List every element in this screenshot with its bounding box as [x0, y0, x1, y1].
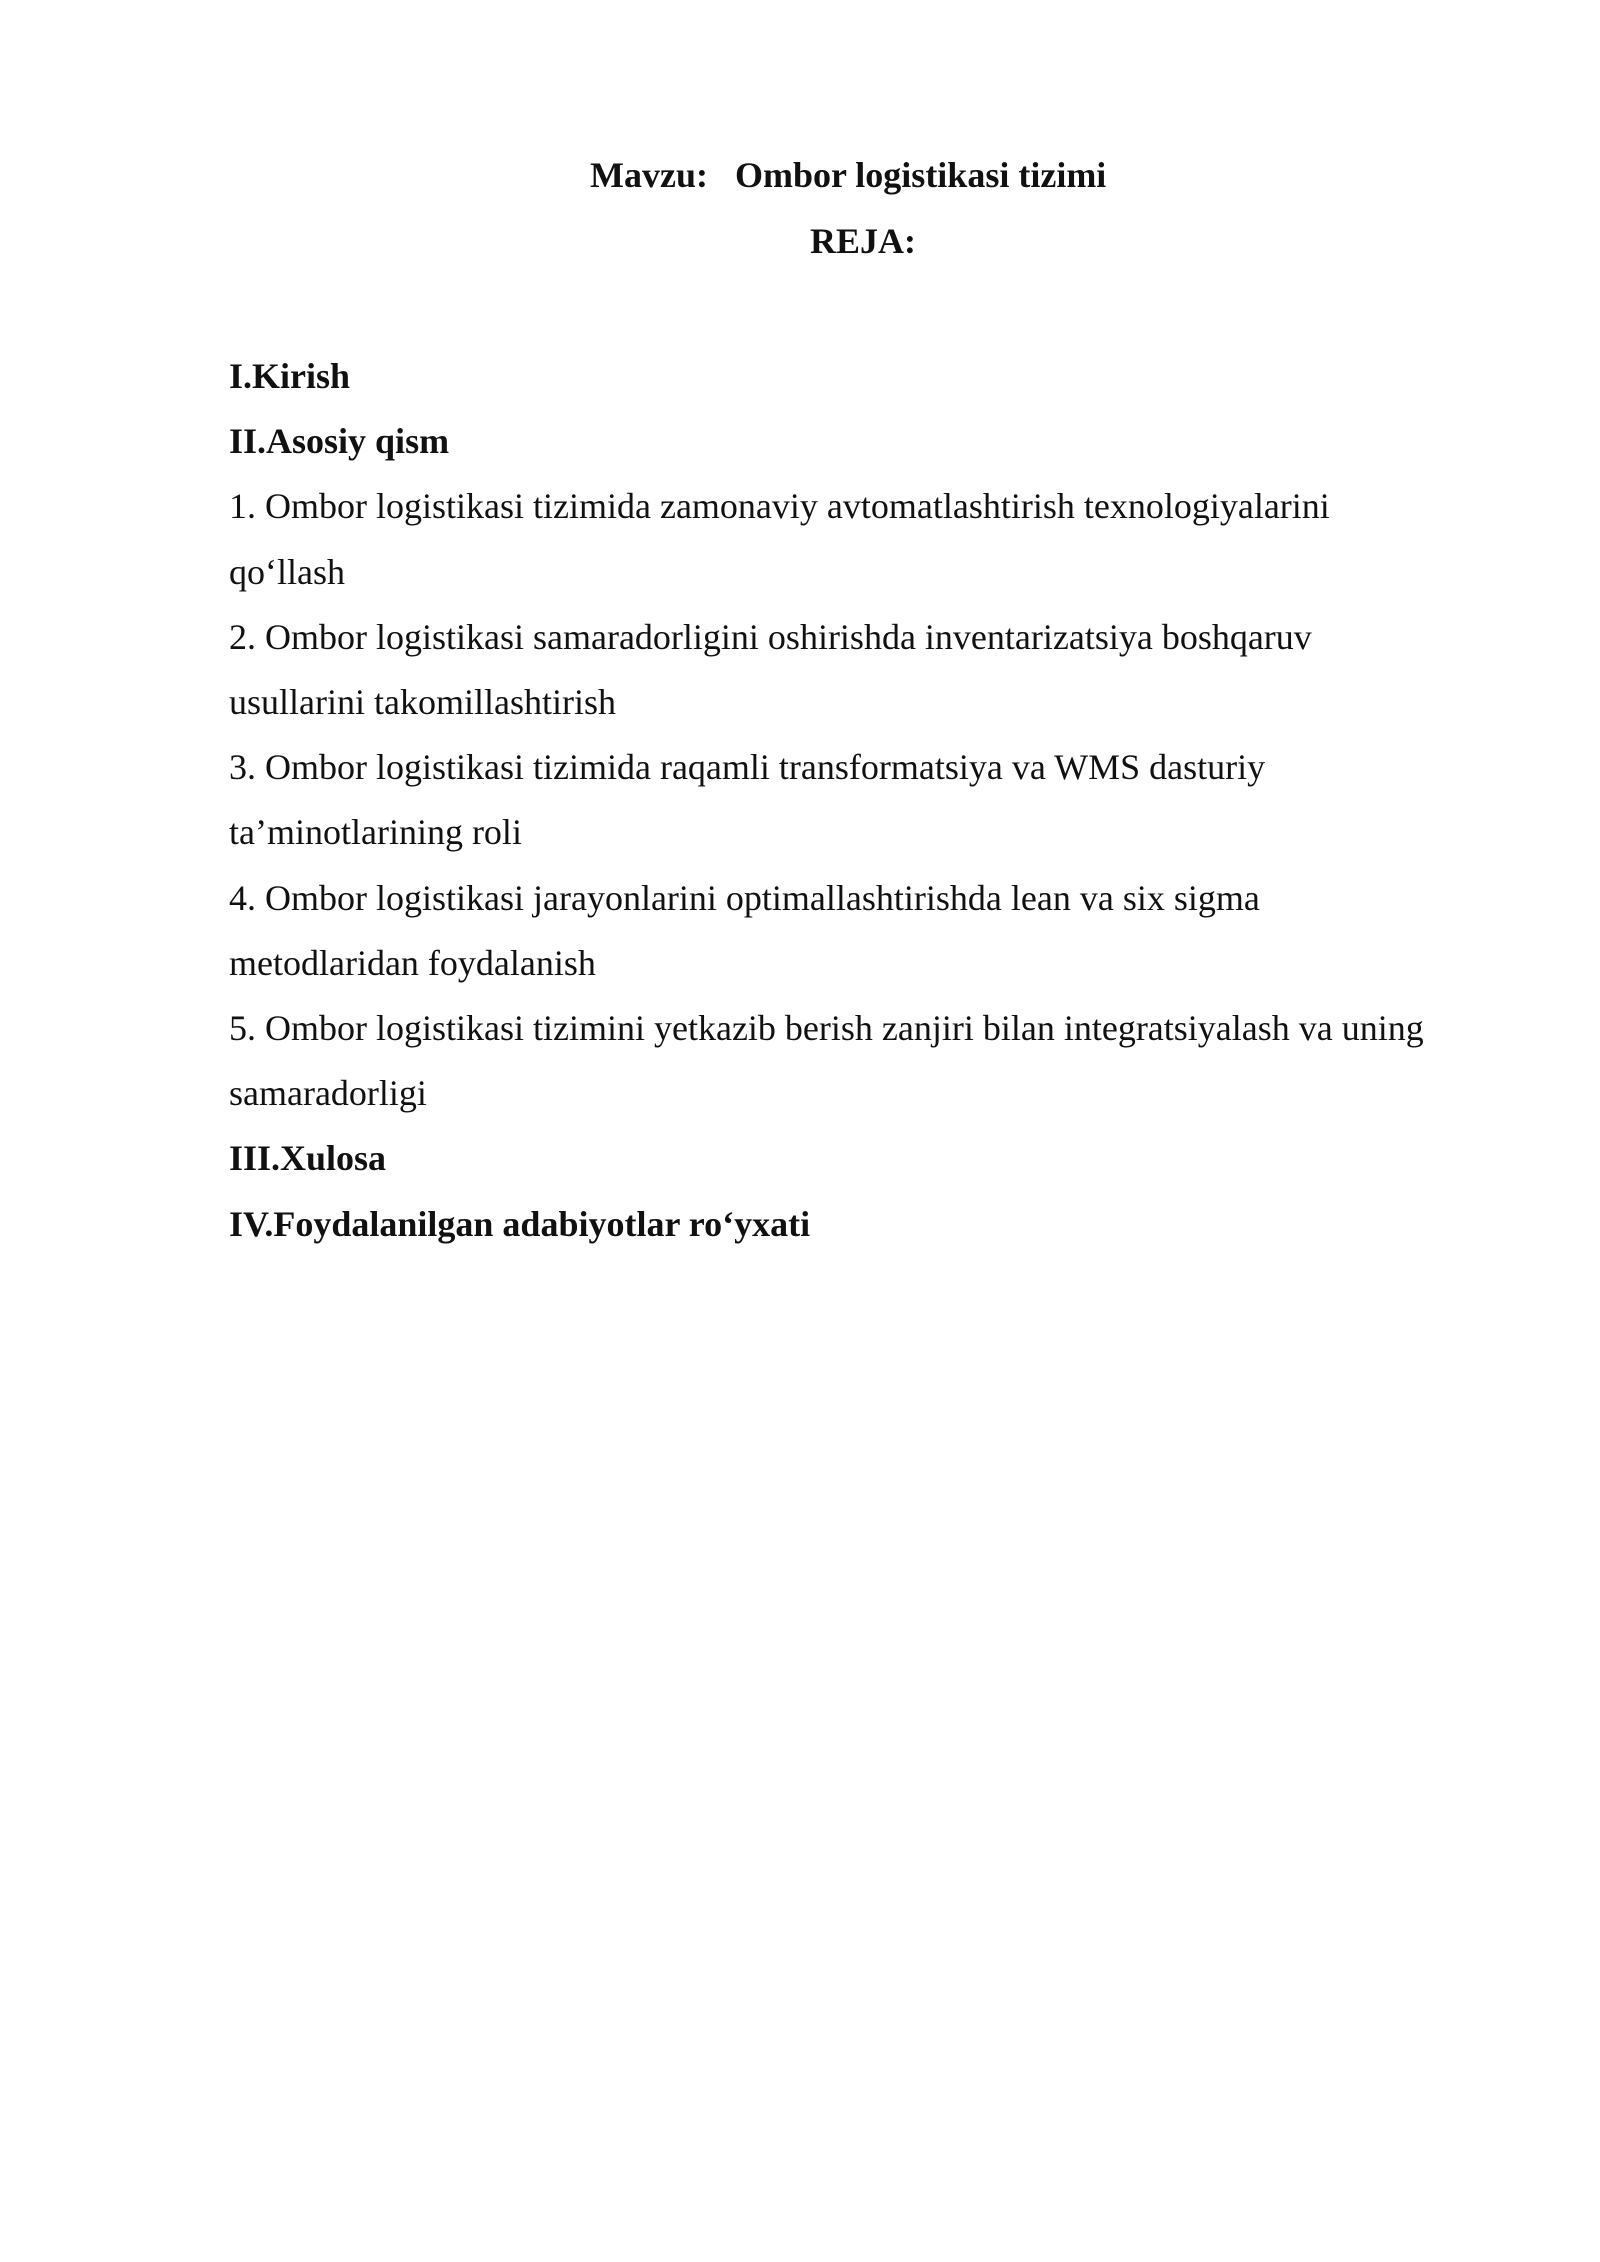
outline-section-references: IV.Foydalanilgan adabiyotlar ro‘yxati — [229, 1203, 811, 1244]
outline-item-line: 4. Ombor logistikasi jarayonlarini optimallashtirishda lean va six sigma — [229, 877, 1260, 918]
outline-item-line: ta’minotlarining roli — [229, 812, 522, 853]
outline-section-conclusion: III.Xulosa — [229, 1138, 387, 1179]
outline-section-main: II.Asosiy qism — [229, 421, 450, 462]
plan-outline — [229, 344, 1529, 1257]
outline-item-line: usullarini takomillashtirish — [229, 682, 616, 723]
outline-section-intro: I.Kirish — [229, 356, 351, 396]
outline-item-line: 3. Ombor logistikasi tizimida raqamli transformatsiya va WMS dasturiy — [229, 747, 1266, 788]
outline-item-line: samaradorligi — [229, 1073, 427, 1114]
outline-item-line: 1. Ombor logistikasi tizimida zamonaviy avtomatlashtirish texnologiyalarini — [229, 486, 1330, 527]
outline-item-line: 2. Ombor logistikasi samaradorligini oshirishda inventarizatsiya boshqaruv — [229, 616, 1312, 657]
plan-heading: REJA: — [810, 221, 916, 261]
outline-item-line: qo‘llash — [229, 551, 345, 592]
outline-item-line: 5. Ombor logistikasi tizimini yetkazib berish zanjiri bilan integratsiyalash va uning — [229, 1008, 1424, 1049]
outline-item-line: metodlaridan foydalanish — [229, 942, 596, 983]
document-topic: Mavzu: Ombor logistikasi tizimi — [590, 155, 1107, 195]
